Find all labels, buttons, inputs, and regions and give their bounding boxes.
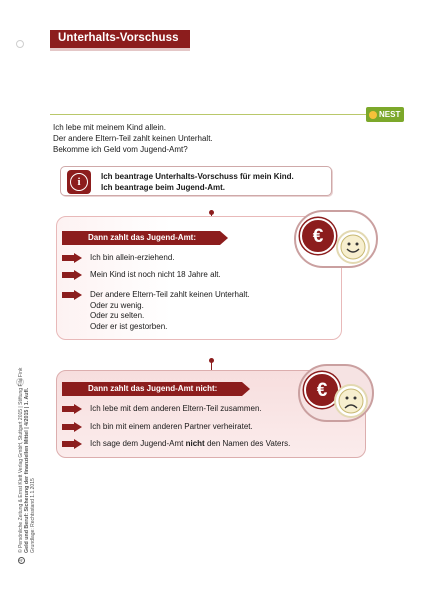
title-underline — [50, 48, 190, 51]
list-item — [62, 253, 175, 264]
emphasis: nicht — [185, 439, 205, 448]
pin-icon — [209, 358, 214, 363]
logo-text: NEST — [379, 110, 401, 119]
svg-text:€: € — [316, 380, 328, 401]
list-item — [62, 439, 290, 450]
pays-heading: Dann zahlt das Jugend-Amt: — [62, 231, 220, 245]
intro-question — [53, 122, 373, 155]
intro-line: Der andere Eltern-Teil zahlt keinen Unterhalt. — [53, 134, 213, 143]
info-icon: i — [67, 170, 91, 194]
text-line: Oder zu wenig. — [90, 300, 144, 310]
intro-line: Bekomme ich Geld vom Jugend-Amt? — [53, 145, 188, 154]
euro-icon — [300, 218, 336, 254]
text-part: den Namen des Vaters. — [204, 439, 291, 448]
list-item-text: Ich lebe mit dem anderen Eltern-Teil zusammen. — [90, 404, 262, 413]
punch-hole — [16, 40, 24, 48]
text-line: Oder zu selten. — [90, 311, 145, 320]
intro-line: Ich lebe mit meinem Kind allein. — [53, 123, 166, 132]
not-pays-heading: Dann zahlt das Jugend-Amt nicht: — [62, 382, 242, 396]
footer-line: Geld und Beruf: Sicherung der finanziellen Mittel | 4/2015 | 1. Aufl. — [24, 387, 30, 553]
text-line: Oder er ist gestorben. — [90, 321, 168, 331]
arrow-right-icon — [62, 439, 82, 449]
list-item — [62, 270, 221, 281]
info-box — [60, 166, 332, 196]
footer-line: © Persönliche Zeitung & Ernst Klett Verlag GmbH, Stuttgart 2015 | Stiftung Fila Fink — [18, 367, 24, 553]
arrow-right-icon — [62, 422, 82, 432]
text-part: Ich sage dem Jugend-Amt — [90, 439, 186, 448]
list-item-text: Mein Kind ist noch nicht 18 Jahre alt. — [90, 270, 221, 279]
text-line: Der andere Eltern-Teil zahlt keinen Unterhalt. — [90, 290, 250, 299]
info-line: Ich beantrage beim Jugend-Amt. — [101, 183, 226, 192]
smiley-happy-icon — [336, 230, 370, 264]
footer-line: Grundlage: Rechtsstand 1.1.2015 — [30, 478, 36, 553]
nest-logo — [366, 107, 404, 122]
list-item-text — [90, 290, 250, 332]
info-text — [101, 171, 294, 193]
list-item — [62, 404, 262, 415]
arrow-right-icon — [62, 270, 82, 280]
list-item-text: Ich bin allein-erziehend. — [90, 253, 175, 262]
smiley-sad-icon — [334, 384, 368, 418]
footer-imprint — [18, 344, 40, 564]
list-item-text — [90, 439, 290, 450]
page-marker: 4 — [18, 557, 25, 564]
list-item — [62, 290, 250, 332]
list-item-text: Ich bin mit einem anderen Partner verheiratet. — [90, 422, 253, 431]
info-line: Ich beantrage Unterhalts-Vorschuss für mein Kind. — [101, 172, 294, 181]
svg-text:€: € — [312, 226, 324, 247]
arrow-right-icon — [62, 253, 82, 263]
arrow-right-icon — [62, 404, 82, 414]
pin-icon — [209, 210, 214, 215]
list-item — [62, 422, 253, 433]
divider — [50, 114, 366, 115]
page-title: Unterhalts-Vorschuss — [50, 30, 190, 48]
sun-icon — [369, 111, 377, 119]
arrow-right-icon — [62, 290, 82, 300]
